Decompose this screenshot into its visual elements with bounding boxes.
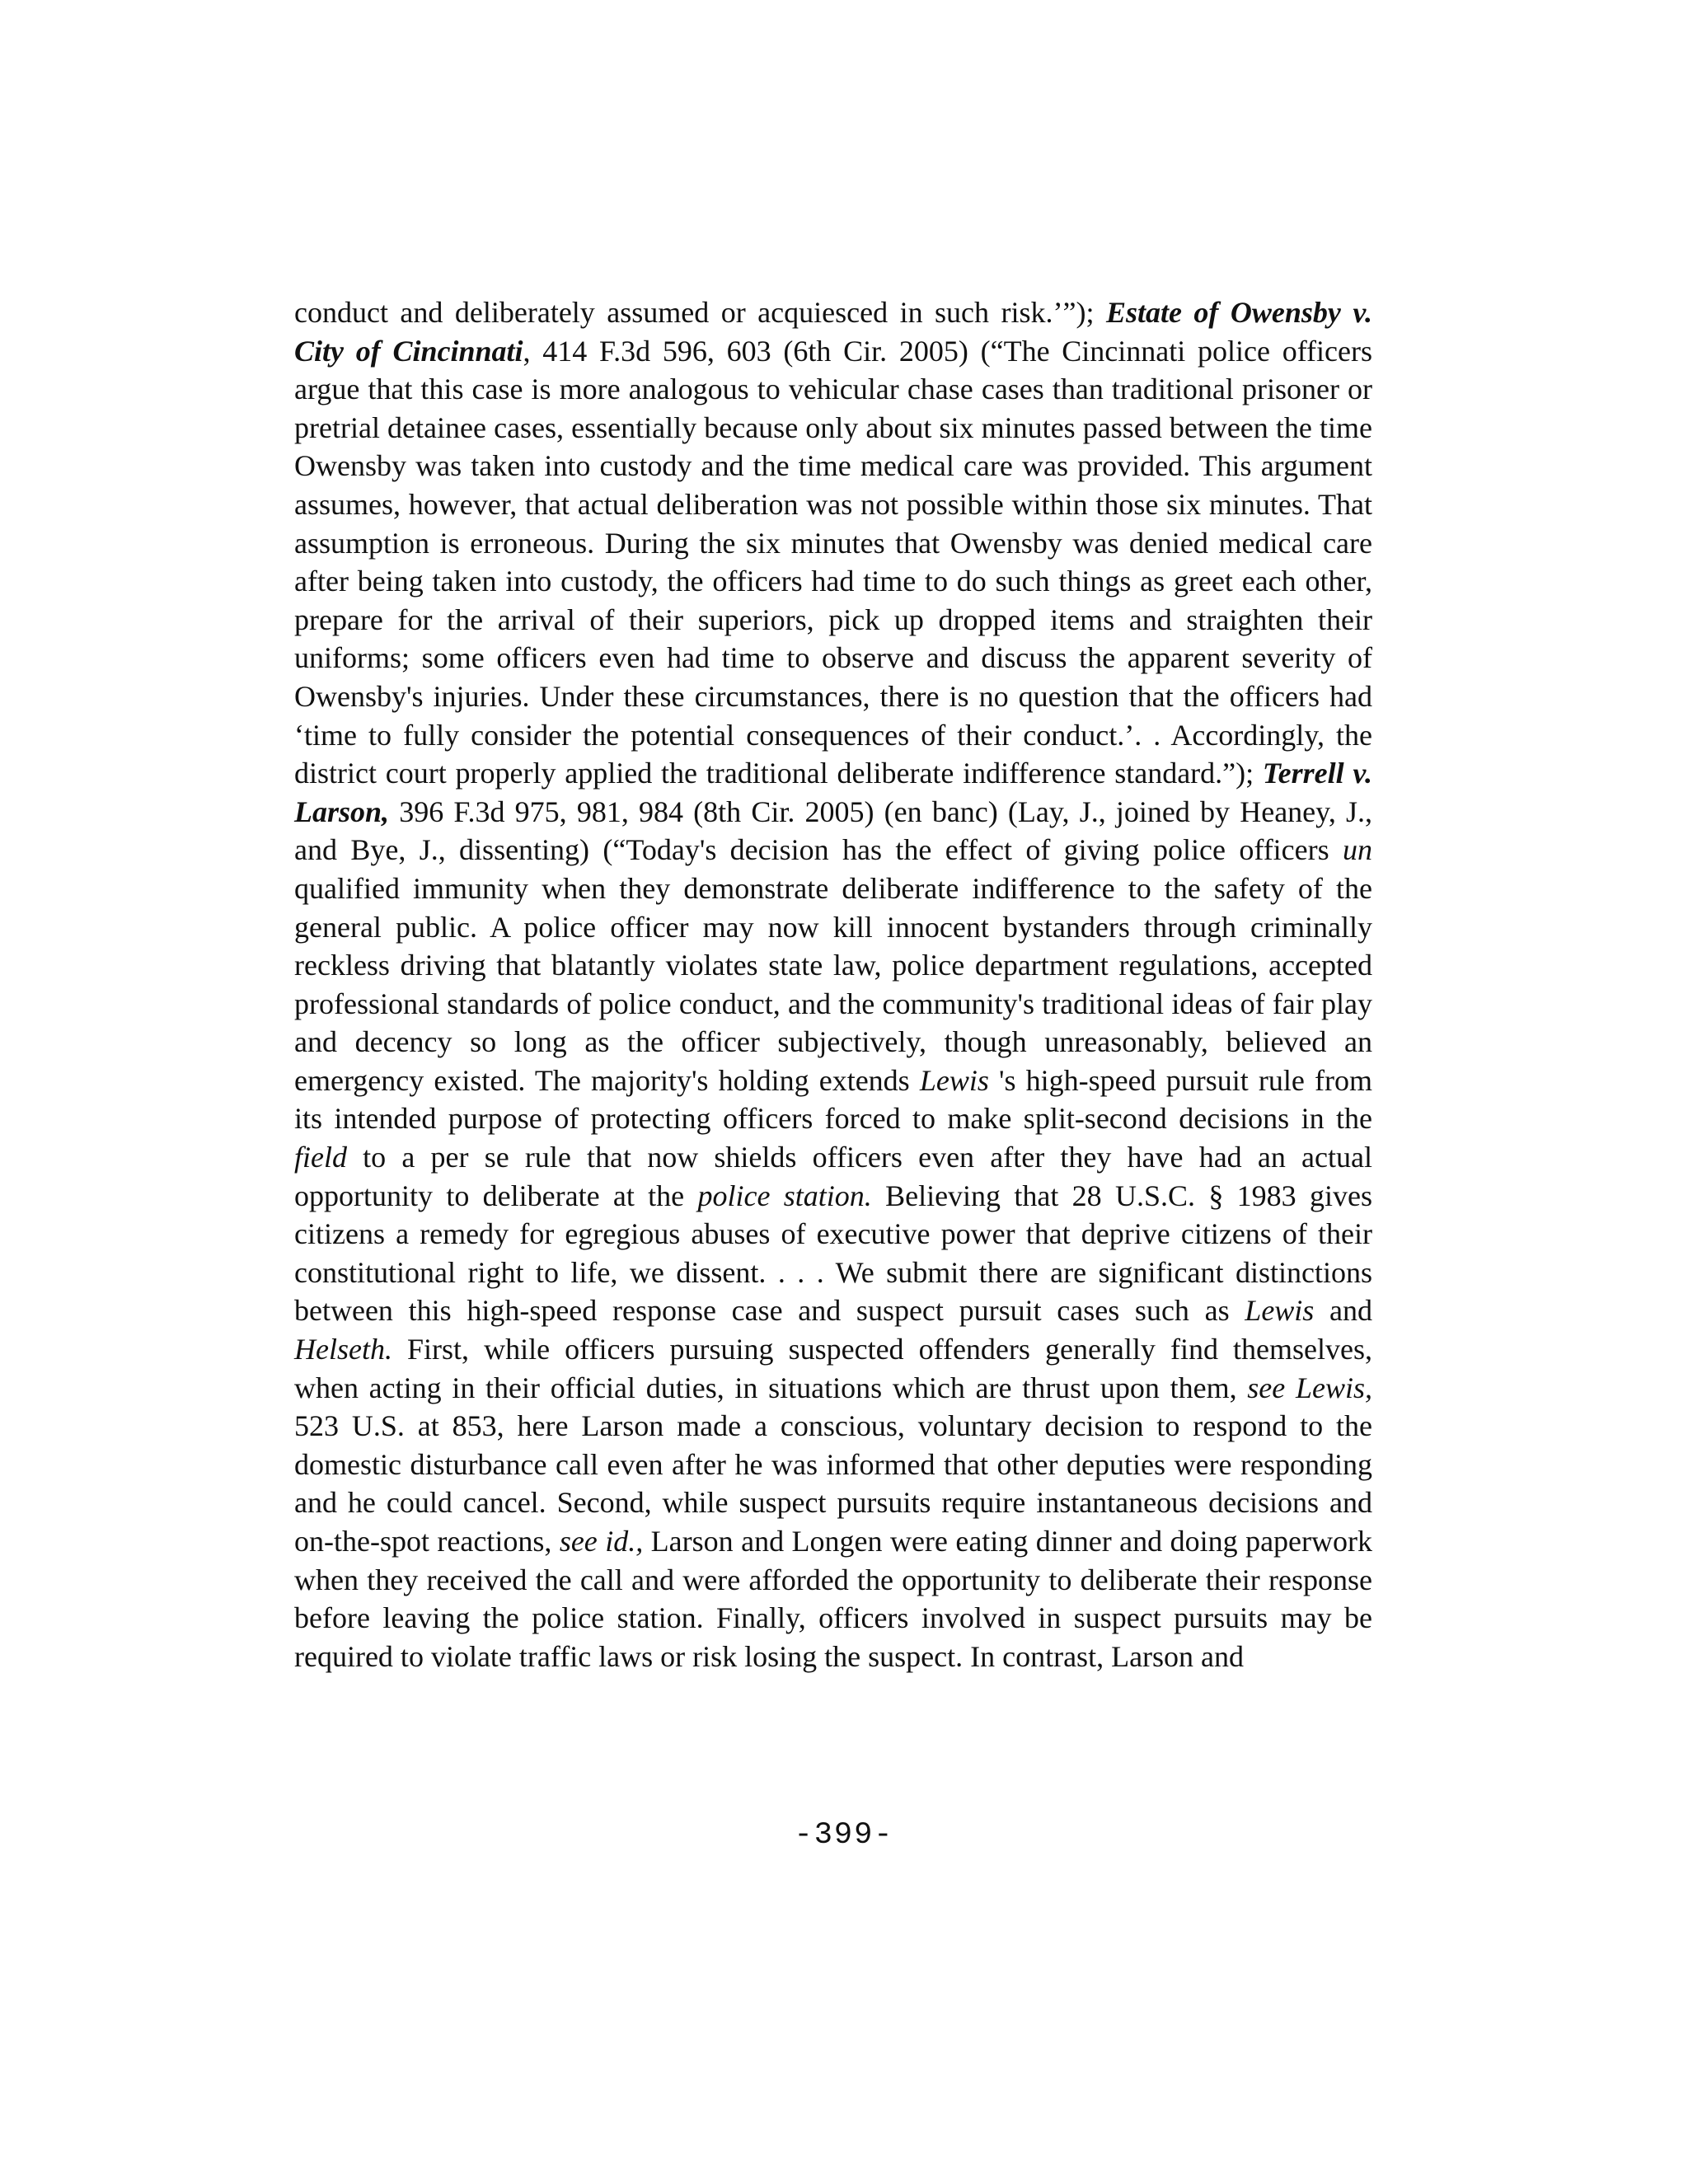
italic-text: un <box>1343 833 1372 867</box>
text-run: qualified immunity when they demonstrate deliberate indifference to the safety of the general public. A police officer may now kill innocent bystanders through criminally reckless driving that blatantly violates state law, police department regulations, accepted professional standards of police conduct, and the community's traditional ideas of fair play and decency so long as the officer subjectively, though unreasonably, believed an emergency existed. The majority's holding extends <box>294 871 1372 1097</box>
case-name-estate-of-owensby: Estate of Owensby v. City of Cincinnati <box>294 296 1372 368</box>
italic-text: Lewis <box>1245 1294 1315 1328</box>
text-run: and <box>1314 1294 1372 1328</box>
text-run: 396 F.3d 975, 981, 984 (8th Cir. 2005) (en banc) (Lay, J., joined by Heaney, J., and Bye, J., dissenting) (“Today's decision has the effect of giving police officers <box>294 794 1372 867</box>
italic-text: Helseth. <box>294 1333 392 1366</box>
text-run: 's high-speed pursuit rule from its intended purpose of protecting officers forced to make split-second decisions in the <box>294 1063 1372 1136</box>
text-run: to a per se rule that now shields officers even after they have had an actual opportunity to deliberate at the <box>294 1141 1372 1212</box>
case-name-terrell-v-larson: Terrell v. Larson, <box>294 757 1372 828</box>
text-run: Larson and Longen were eating dinner and doing paperwork when they received the call and were afforded the opportunity to deliberate their response before leaving the police station. Finally, officers involved in suspect pursuits may be required to violate traffic laws or risk losing the suspect. In contrast, Larson and <box>294 1525 1372 1673</box>
text-run: 523 U.S. at 853, here Larson made a conscious, voluntary decision to respond to the domestic disturbance call even after he was informed that other deputies were responding and he could cancel. Second, while suspect pursuits require instantaneous decisions and on-the-spot reactions, <box>294 1409 1372 1558</box>
text-run: conduct and deliberately assumed or acquiesced in such risk.’”); <box>294 296 1106 329</box>
italic-text: field <box>294 1141 347 1174</box>
text-run: , 414 F.3d 596, 603 (6th Cir. 2005) (“The Cincinnati police officers argue that this case is more analogous to vehicular chase cases than traditional prisoner or pretrial detainee cases, essentially because only about six minutes passed between the time Owensby was taken into custody and the time medical care was provided. This argument assumes, however, that actual deliberation was not possible within those six minutes. That assumption is erroneous. During the six minutes that Owensby was denied medical care after being taken into custody, the officers had time to do such things as greet each other, prepare for the arrival of their superiors, pick up dropped items and straighten their uniforms; some officers even had time to observe and discuss the apparent severity of Owensby's injuries. Under these circumstances, there is no question that the officers had ‘time to fully consider the potential consequences of their conduct.’. . Accordingly, the district court properly applied the traditional deliberate indifference standard.”); <box>294 334 1372 790</box>
text-run: Believing that 28 U.S.C. § 1983 gives citizens a remedy for egregious abuses of executive power that deprive citizens of their constitutional right to life, we dissent. . . . We submit there are significant distinctions between this high-speed response case and suspect pursuit cases such as <box>294 1179 1372 1328</box>
text-run: First, while officers pursuing suspected offenders generally find themselves, when acting in their official duties, in situations which are thrust upon them, <box>294 1333 1372 1404</box>
body-paragraph <box>294 293 1372 1675</box>
italic-text: Lewis <box>919 1063 989 1097</box>
italic-text: see Lewis, <box>1247 1371 1372 1404</box>
page-number: -399- <box>794 1818 894 1853</box>
italic-text: see id., <box>559 1525 644 1558</box>
italic-text: police station. <box>697 1179 872 1212</box>
